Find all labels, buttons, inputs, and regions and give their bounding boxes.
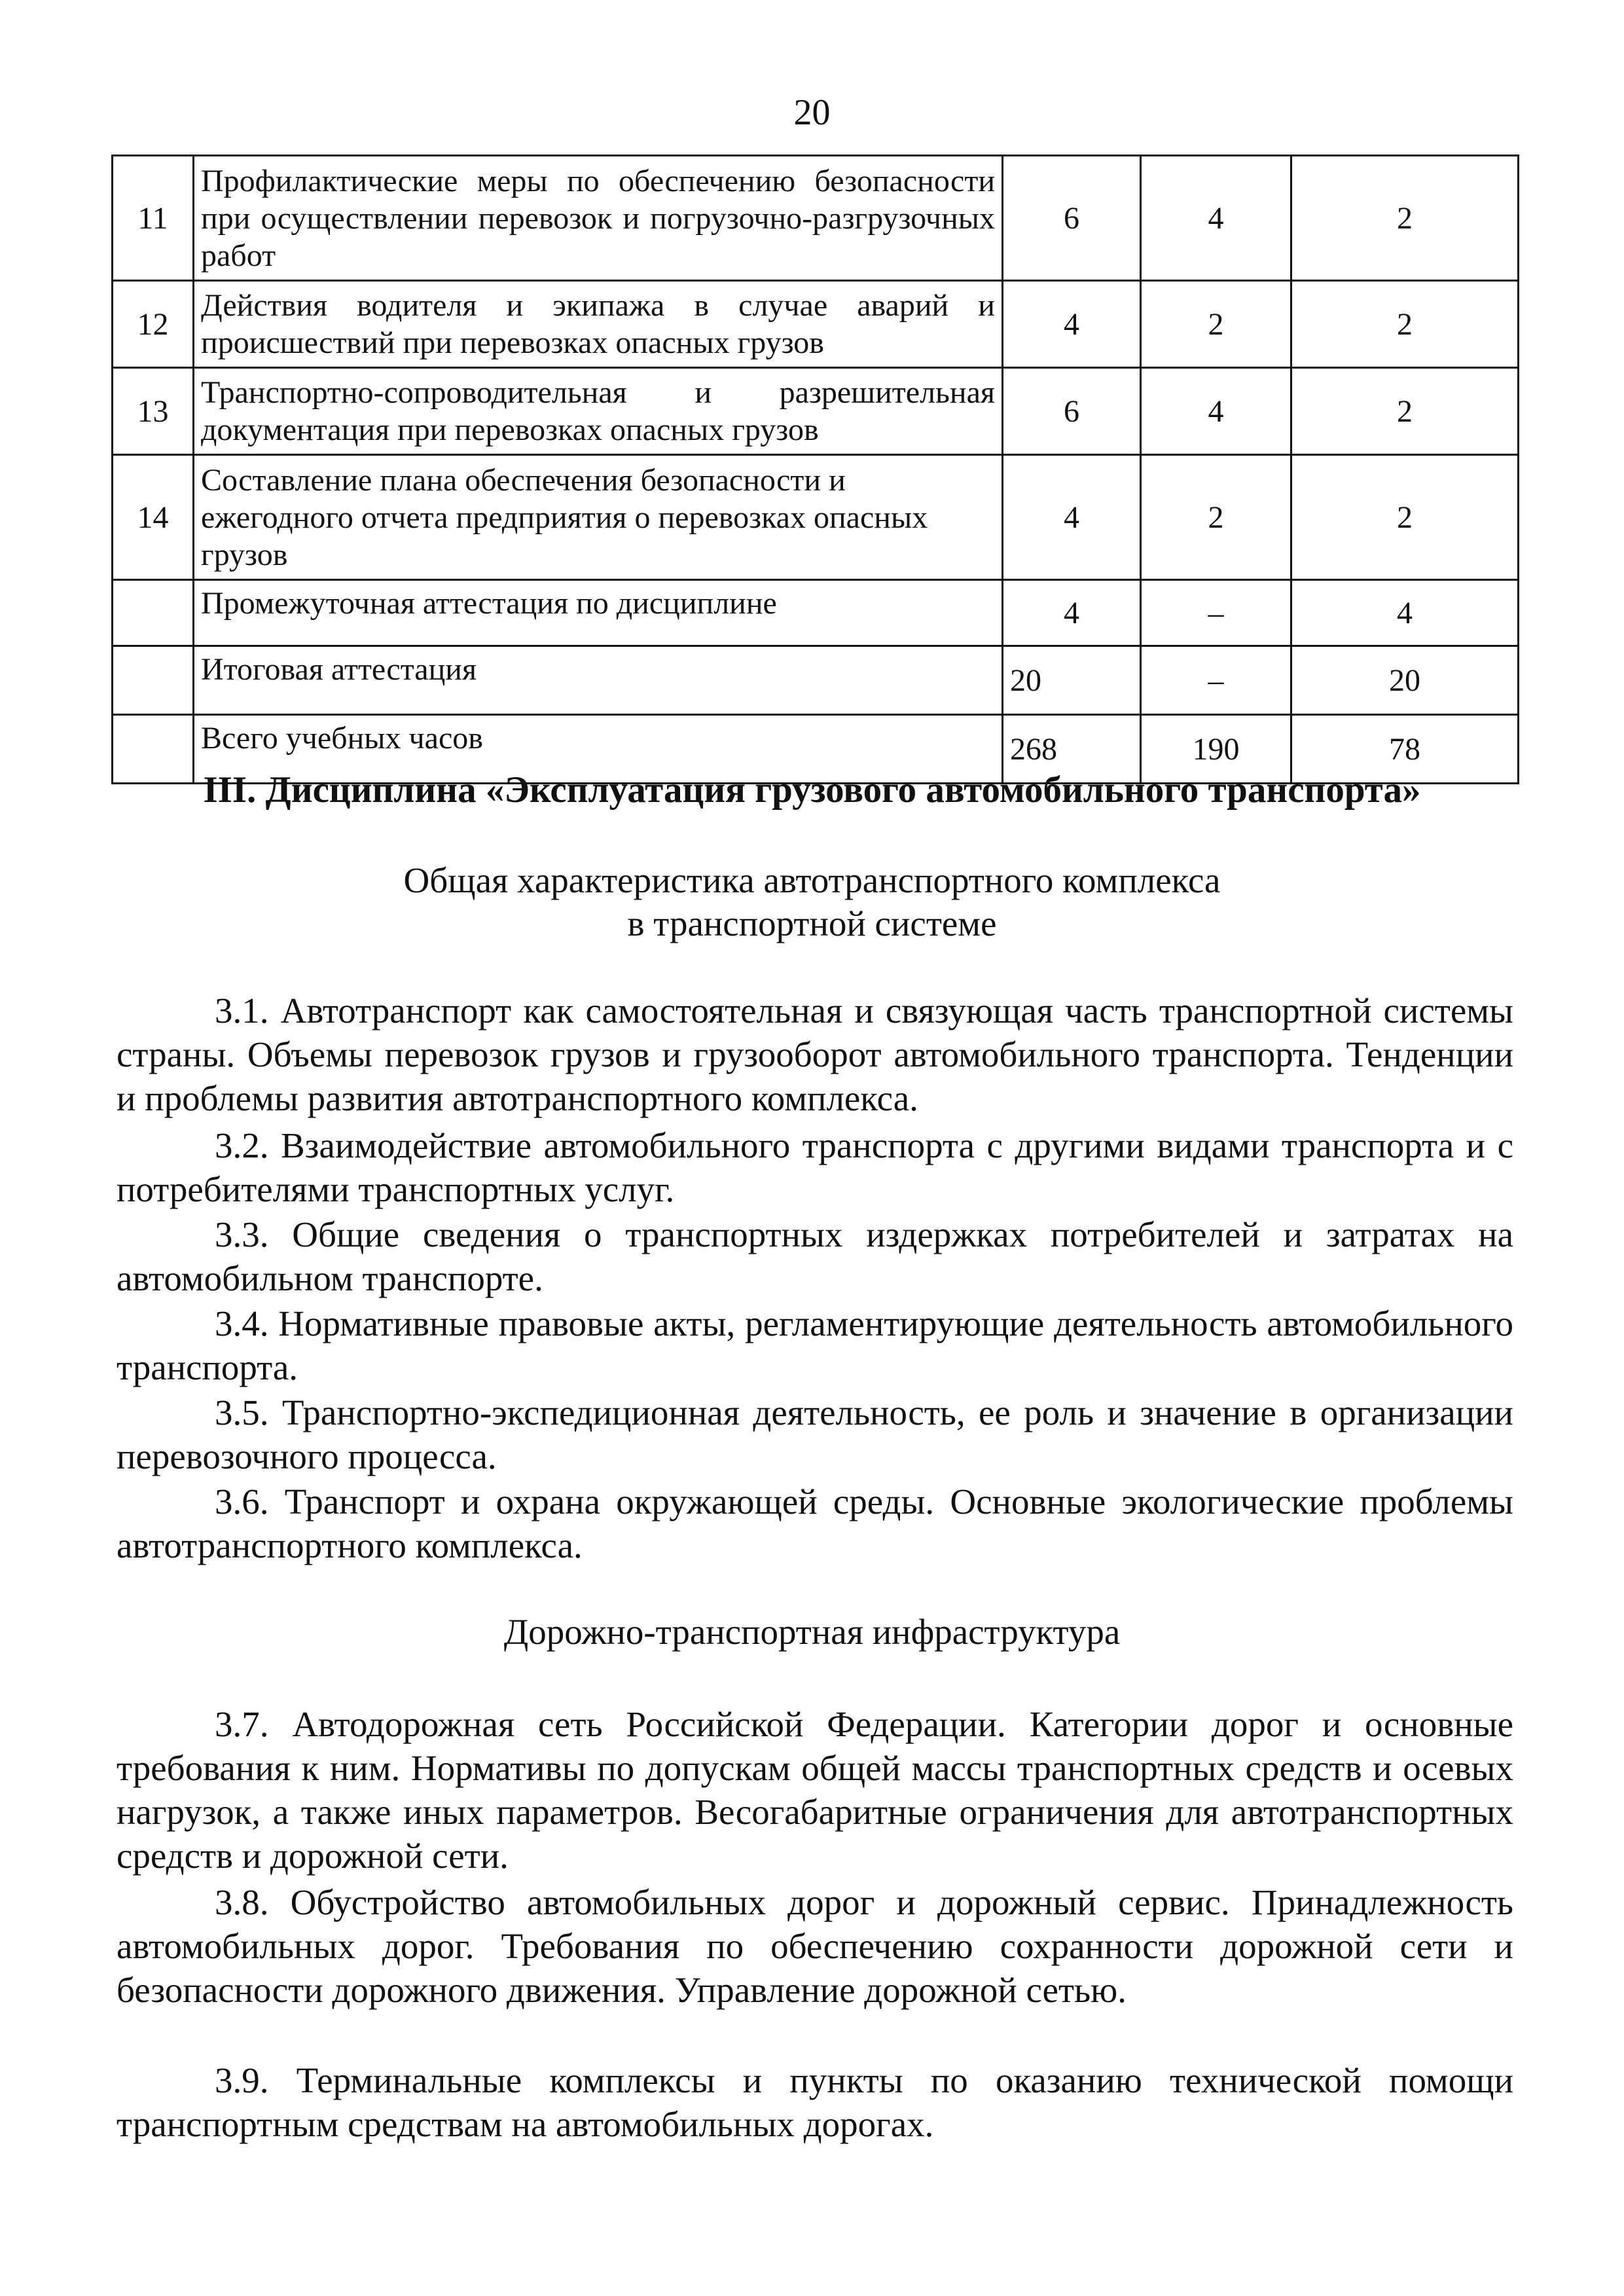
row-topic: Составление плана обеспечения безопасности и ежегодного отчета предприятия о перевозках опасных грузов [194, 455, 1003, 580]
section-heading: III. Дисциплина «Эксплуатация грузового автомобильного транспорта» [203, 769, 1421, 811]
total-hours: 4 [1003, 281, 1141, 368]
theory-hours: 4 [1141, 156, 1291, 281]
theory-hours: – [1141, 580, 1291, 646]
row-topic: Всего учебных часов [194, 715, 1003, 784]
table-row [113, 281, 1519, 368]
theory-hours: 2 [1141, 281, 1291, 368]
subsection-heading-line: Дорожно-транспортная инфраструктура [503, 1612, 1121, 1652]
total-hours: 4 [1003, 580, 1141, 646]
subsection-heading-line: в транспортной системе [627, 903, 997, 943]
row-topic: Транспортно-сопроводительная и разрешительная документация при перевозках опасных грузов [194, 368, 1003, 455]
practice-hours: 2 [1291, 156, 1519, 281]
table-row [113, 455, 1519, 580]
paragraph-3-5: 3.5. Транспортно-экспедиционная деятельность, ее роль и значение в организации перевозочного процесса. [117, 1393, 1513, 1476]
row-topic: Итоговая аттестация [194, 646, 1003, 715]
theory-hours: – [1141, 646, 1291, 715]
practice-hours: 78 [1291, 715, 1519, 784]
subsection-heading-line: Общая характеристика автотранспортного комплекса [403, 860, 1221, 900]
practice-hours: 2 [1291, 281, 1519, 368]
row-number: 14 [113, 455, 194, 580]
row-topic: Промежуточная аттестация по дисциплине [194, 580, 1003, 646]
row-number: 13 [113, 368, 194, 455]
paragraph-3-6: 3.6. Транспорт и охрана окружающей среды. Основные экологические проблемы автотранспортного комплекса. [117, 1482, 1513, 1565]
table-row [113, 580, 1519, 646]
theory-hours: 2 [1141, 455, 1291, 580]
paragraph-3-2: 3.2. Взаимодействие автомобильного транспорта с другими видами транспорта и с потребителями транспортных услуг. [117, 1125, 1513, 1209]
practice-hours: 2 [1291, 368, 1519, 455]
page-number: 20 [793, 92, 831, 133]
subsection-heading [0, 859, 1624, 945]
table-row [113, 368, 1519, 455]
paragraph-3-9: 3.9. Терминальные комплексы и пункты по оказанию технической помощи транспортным средствам на автомобильных дорогах. [117, 2060, 1513, 2144]
practice-hours: 2 [1291, 455, 1519, 580]
paragraph-3-8: 3.8. Обустройство автомобильных дорог и дорожный сервис. Принадлежность автомобильных дорог. Требования по обеспечению сохранности дорожной сети и безопасности дорожного движения. Управление дорожной сетью. [117, 1882, 1513, 2010]
total-hours: 268 [1003, 715, 1141, 784]
paragraph-3-1: 3.1. Автотранспорт как самостоятельная и связующая часть транспортной системы страны. Объемы перевозок грузов и грузооборот автомобильного транспорта. Тенденции и проблемы развития автотранспортного комплекса. [117, 991, 1513, 1118]
row-topic: Профилактические меры по обеспечению безопасности при осуществлении перевозок и погрузочно-разгрузочных работ [194, 156, 1003, 281]
table-row [113, 646, 1519, 715]
row-number: 12 [113, 281, 194, 368]
practice-hours: 20 [1291, 646, 1519, 715]
row-number [113, 580, 194, 646]
theory-hours: 190 [1141, 715, 1291, 784]
total-hours: 6 [1003, 368, 1141, 455]
row-number: 11 [113, 156, 194, 281]
total-hours: 4 [1003, 455, 1141, 580]
curriculum-table [111, 155, 1519, 784]
subsection-heading [0, 1611, 1624, 1654]
row-topic: Действия водителя и экипажа в случае аварий и происшествий при перевозках опасных грузов [194, 281, 1003, 368]
total-hours: 20 [1003, 646, 1141, 715]
row-number [113, 646, 194, 715]
paragraph-3-3: 3.3. Общие сведения о транспортных издержках потребителей и затратах на автомобильном транспорте. [117, 1214, 1513, 1298]
paragraph-3-4: 3.4. Нормативные правовые акты, регламентирующие деятельность автомобильного транспорта. [117, 1303, 1513, 1387]
table-row [113, 156, 1519, 281]
total-hours: 6 [1003, 156, 1141, 281]
practice-hours: 4 [1291, 580, 1519, 646]
paragraph-3-7: 3.7. Автодорожная сеть Российской Федерации. Категории дорог и основные требования к ним. Нормативы по допускам общей массы транспортных средств и осевых нагрузок, а также иных параметров. Весогабаритные ограничения для автотранспортных средств и дорожной сети. [117, 1704, 1513, 1876]
theory-hours: 4 [1141, 368, 1291, 455]
